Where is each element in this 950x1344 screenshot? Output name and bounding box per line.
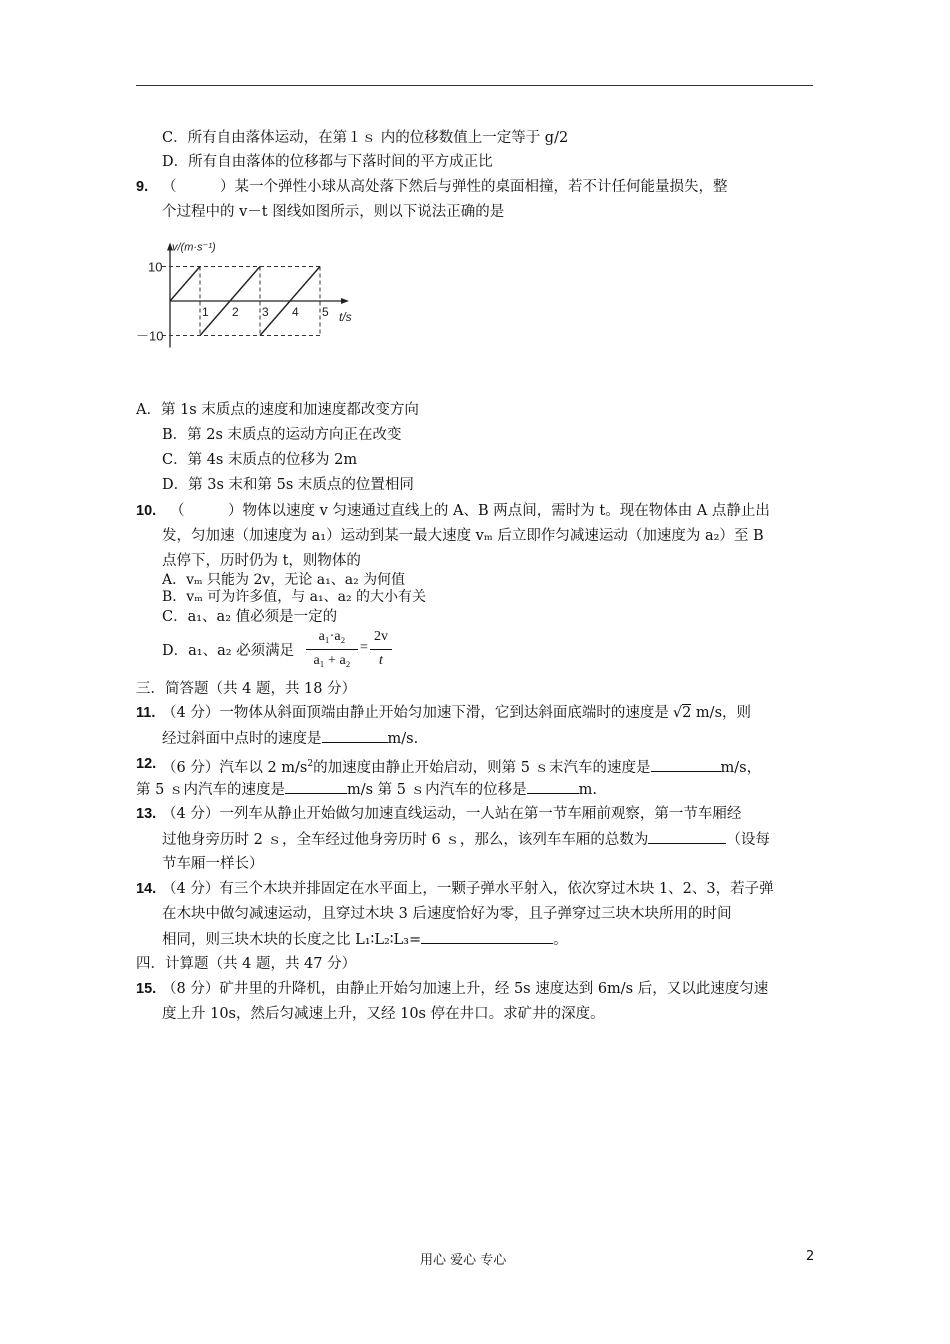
y-tick-label: －10 [136,328,164,344]
q12-stem-line2 [136,779,597,800]
q9-option-b: B．第 2s 末质点的运动方向正在改变 [162,427,402,443]
q9-stem-line1: （ ）某一个弹性小球从高处落下然后与弹性的桌面相撞，若不计任何能量损失，整 [162,179,728,195]
vt-line-segment [170,267,200,302]
q15-stem-line1: （8 分）矿井里的升降机，由静止开始匀加速上升，经 5s 速度达到 6m/s 后，又以此速度匀速 [162,981,769,997]
q12-text4: m/s 第 5 ｓ内汽车的位移是 [346,782,527,798]
q14-number: 14. [136,881,157,897]
answer-blank[interactable] [421,929,553,944]
q11-text2: 经过斜面中点时的速度是 [162,731,322,747]
section-4-title: 四．计算题（共 4 题，共 47 分） [136,956,357,972]
q10-number: 10. [136,503,157,519]
x-tick-label: 4 [292,305,299,319]
y-axis-label: v/(m·s⁻¹) [172,241,216,254]
q14-stem-line2: 在木块中做匀减速运动，且穿过木块 3 后速度恰好为零，且子弹穿过三块木块所用的时间 [162,906,732,922]
q10-stem-line2: 发，匀加速（加速度为 a₁）运动到某一最大速度 vₘ 后立即作匀减速运动（加速度为 a₂）至 B [162,528,764,544]
q15-stem-line2: 度上升 10s，然后匀减速上升，又经 10s 停在井口。求矿井的深度。 [162,1006,605,1022]
q8-option-c: C．所有自由落体运动，在第１ｓ 内的位移数值上一定等于 g/2 [162,130,569,146]
q10-option-b: B．vₘ 可为许多值，与 a₁、a₂ 的大小有关 [162,589,427,605]
q11-stem-line1 [162,703,751,723]
q10-option-c: C．a₁、a₂ 值必须是一定的 [162,609,338,625]
q10-stem-line1: （ ）物体以速度 v 匀速通过直线上的 A、B 两点间，需时为 t。现在物体由 A 点静止出 [170,503,770,519]
fraction-bar [306,649,358,650]
formula-equals: = [360,640,368,655]
answer-blank[interactable] [527,779,579,794]
q12-text3: 第 5 ｓ内汽车的速度是 [136,782,285,798]
q12-stem-line1 [162,754,761,778]
q13-stem-line2 [162,829,770,850]
answer-blank[interactable] [651,757,721,772]
q12-text: （6 分）汽车以 2 m/s [162,760,308,776]
q15-number: 15. [136,981,157,997]
q11-number: 11. [136,705,156,721]
q10-option-d: D．a₁、a₂ 必须满足 [162,643,295,659]
x-axis-label: t/s [339,310,352,324]
answer-blank[interactable] [648,829,726,844]
vt-chart [130,228,370,368]
q9-option-a: A．第 1s 末质点的速度和加速度都改变方向 [136,402,419,418]
formula-rhs-numerator: 2v [374,629,388,644]
q9-option-d: D．第 3s 末和第 5s 末质点的位置相同 [162,477,414,493]
q14-stem-line1: （4 分）有三个木块并排固定在水平面上，一颗子弹水平射入，依次穿过木块 1、2、3，若子弹 [162,881,774,897]
formula-numerator: a₁·a₂ [318,629,346,644]
formula-rhs-denominator: t [379,653,383,668]
footer-slogan: 用心 爱心 专心 [420,1253,507,1268]
q8-option-d: D．所有自由落体的位移都与下落时间的平方成正比 [162,154,493,170]
q9-stem-line2: 个过程中的 v－t 图线如图所示，则以下说法正确的是 [162,204,505,220]
q9-number: 9. [136,179,149,195]
q12-unit2: m. [578,782,597,798]
sqrt-radicand: 2 [682,705,692,721]
q12-text2: 的加速度由静止开始启动，则第 5 ｓ末汽车的速度是 [313,760,651,776]
sqrt-symbol: √2 [672,705,692,721]
x-axis-arrow [341,298,349,304]
q13-stem-line1: （4 分）一列车从静止开始做匀加速直线运动，一人站在第一节车厢前观察，第一节车厢经 [162,806,742,822]
y-tick-label: 10 [148,259,163,275]
header-rule [136,85,813,86]
q11-unit: m/s，则 [691,705,752,721]
q14-stem-line3 [162,929,568,950]
answer-blank[interactable] [322,728,388,743]
q12-number: 12. [136,756,157,772]
q13-number: 13. [136,806,157,822]
q13-stem-line3: 节车厢一样长） [162,856,264,872]
q10-option-a: A．vₘ 只能为 2v，无论 a₁、a₂ 为何值 [162,572,406,588]
page-number: 2 [806,1249,815,1264]
q14-text: 相同，则三块木块的长度之比 L₁∶L₂∶L₃= [162,932,422,948]
answer-blank[interactable] [285,779,347,794]
x-tick-label: 1 [202,305,209,319]
fraction-bar [370,649,392,650]
superscript: 2 [307,759,314,769]
q11-text: （4 分）一物体从斜面顶端由静止开始匀加速下滑，它到达斜面底端时的速度是 [162,705,669,721]
x-tick-label: 5 [322,305,329,319]
q12-unit: m/s， [720,760,762,776]
q14-text2: 。 [553,932,568,948]
formula-denominator: a₁ + a₂ [313,653,351,668]
q11-stem-line2 [162,728,418,749]
q13-text2: （设每 [726,832,770,848]
x-tick-label: 3 [262,305,269,319]
section-3-title: 三．简答题（共 4 题，共 18 分） [136,681,357,697]
q13-text: 过他身旁历时 2 ｓ，全车经过他身旁历时 6 ｓ，那么，该列车车厢的总数为 [162,832,649,848]
q9-option-c: C．第 4s 末质点的位移为 2m [162,452,358,468]
q10-stem-line3: 点停下，历时仍为 t，则物体的 [162,553,361,569]
x-tick-label: 2 [232,305,239,319]
q11-unit2: m/s. [387,731,419,747]
